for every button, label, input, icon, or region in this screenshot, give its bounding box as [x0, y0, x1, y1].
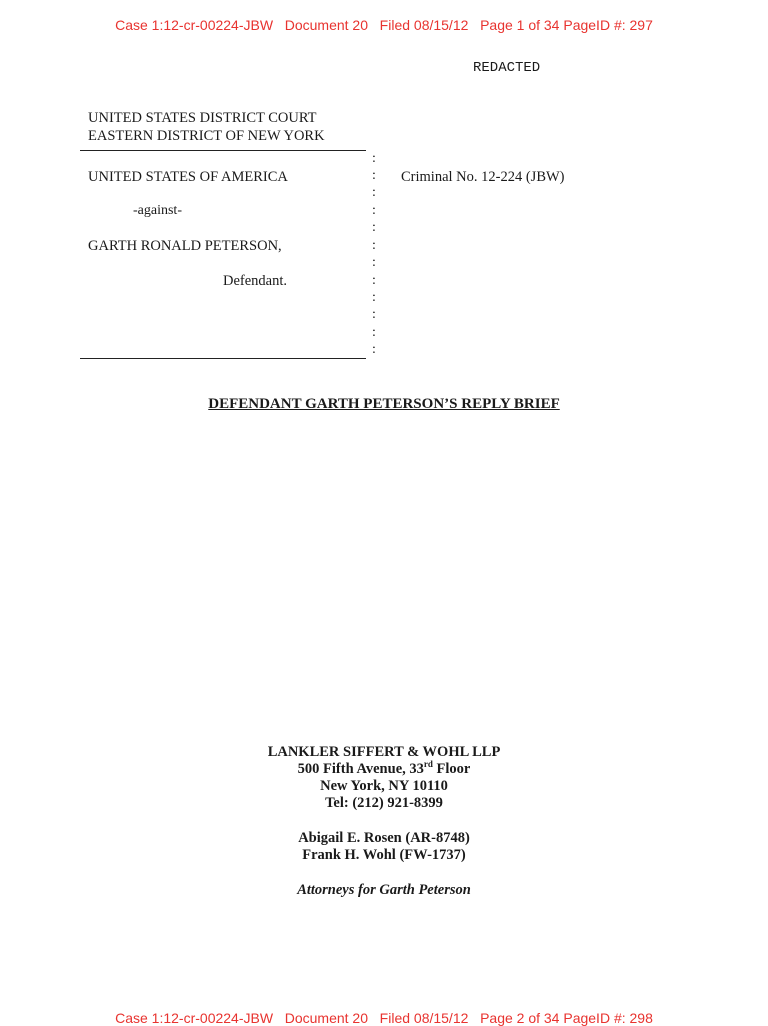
firm-city: New York, NY 10110	[320, 778, 448, 794]
caption-colon: :	[372, 185, 376, 200]
firm-address-floor: Floor	[432, 761, 471, 777]
firm-signature-block	[0, 744, 768, 899]
caption-colon: :	[372, 203, 376, 218]
firm-name: LANKLER SIFFERT & WOHL LLP	[267, 744, 501, 760]
ecf-header-next-page: Case 1:12-cr-00224-JBW Document 20 Filed 08/15/12 Page 2 of 34 PageID #: 298	[115, 1010, 653, 1026]
court-name: UNITED STATES DISTRICT COURT	[88, 110, 317, 126]
case-number: Criminal No. 12-224 (JBW)	[401, 169, 565, 185]
defendant-role: Defendant.	[223, 273, 288, 289]
versus: -against-	[133, 203, 182, 218]
caption-colon: :	[372, 273, 376, 288]
attorney-rosen: Abigail E. Rosen (AR-8748)	[298, 830, 470, 846]
attorney-wohl: Frank H. Wohl (FW-1737)	[302, 847, 466, 863]
caption-colon: :	[372, 325, 376, 340]
defendant-name: GARTH RONALD PETERSON,	[88, 238, 282, 254]
caption-colon: :	[372, 238, 376, 253]
caption-colon: :	[372, 307, 376, 322]
firm-address-ordinal: rd	[423, 759, 433, 770]
attorneys-for: Attorneys for Garth Peterson	[297, 882, 471, 898]
firm-address	[0, 761, 768, 778]
court-district: EASTERN DISTRICT OF NEW YORK	[88, 128, 325, 144]
redacted-stamp: REDACTED	[473, 60, 541, 76]
caption-colon: :	[372, 290, 376, 305]
plaintiff: UNITED STATES OF AMERICA	[88, 169, 288, 185]
caption-bottom-rule	[80, 358, 366, 359]
document-title: DEFENDANT GARTH PETERSON’S REPLY BRIEF	[208, 396, 560, 412]
caption-colon: :	[372, 151, 376, 166]
firm-address-street: 500 Fifth Avenue, 33	[297, 761, 424, 777]
caption-colon: :	[372, 220, 376, 235]
caption-top-rule	[80, 150, 366, 151]
caption-colon: :	[372, 168, 376, 183]
caption-colon: :	[372, 342, 376, 357]
firm-phone: Tel: (212) 921-8399	[325, 795, 443, 811]
ecf-header-top: Case 1:12-cr-00224-JBW Document 20 Filed 08/15/12 Page 1 of 34 PageID #: 297	[115, 17, 653, 33]
caption-colon: :	[372, 255, 376, 270]
